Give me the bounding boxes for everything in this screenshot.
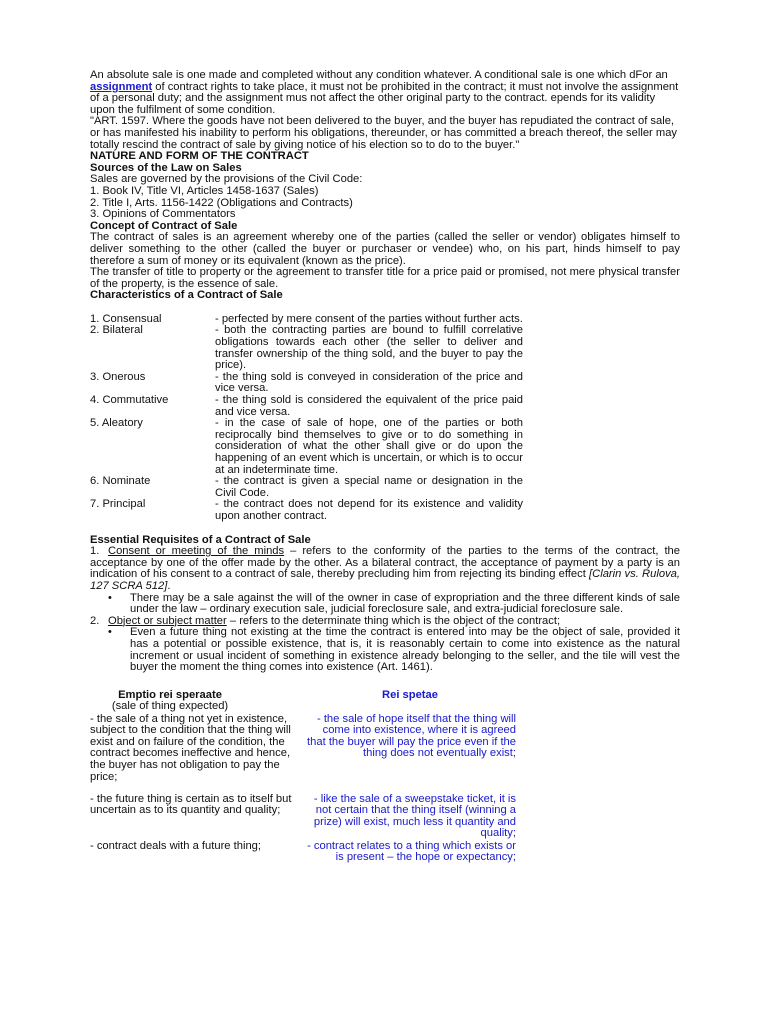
table-row (90, 325, 523, 371)
characteristics-heading: Characteristics of a Contract of Sale (90, 289, 283, 302)
characteristic-term: 6. Nominate (90, 475, 151, 488)
table-row (90, 476, 523, 499)
rei-spetae-heading: Rei spetae (382, 688, 438, 701)
nature-heading: NATURE AND FORM OF THE CONTRACT (90, 150, 309, 163)
concept-paragraph-2: The transfer of title to property or the agreement to transfer title for a price paid or promised, not mere physical transfer of the property, is the essence of sale. (90, 266, 680, 290)
rei-spetae-row: - contract relates to a thing which exists or is present – the hope or expectancy; (307, 839, 516, 864)
comparison-section (90, 690, 680, 890)
rei-spetae-column (304, 688, 516, 864)
characteristic-desc: - the contract does not depend for its existence and validity upon another contract. (215, 498, 523, 522)
intro-text-continued: of contract rights to take place, it must not be prohibited in the contract; it must not involve the assignment of a personal duty; and the assignment mus not affect the other original party to the contract. epends for its validity upon the fulfilment of some condition. (90, 80, 679, 116)
emptio-column (90, 688, 300, 852)
table-row (90, 395, 523, 418)
source-item: 3. Opinions of Commentators (90, 208, 236, 221)
sources-heading: Sources of the Law on Sales (90, 161, 242, 174)
concept-paragraph: The contract of sales is an agreement whereby one of the parties (called the seller or vendor) obligates himself to deliver something to the other (called the buyer or purchaser or vendee) who, on his part, hinds himself to pay therefore a sum of money or its equivalent (known as the price). (90, 231, 680, 267)
article-quote: "ART. 1597. Where the goods have not been delivered to the buyer, and the buyer has repudiated the contract of sale, or has manifested his inability to perform his obligations, thereunder, or has committed a breach thereof, the seller may totally rescind the contract of sale by giving notice of his election so to do to the buyer." (90, 115, 678, 151)
requisite-text: – refers to the conformity of the parties to the terms of the contract, the acceptance by one of the offer made by the other. As a bilateral contract, the acceptance of payment by a party is an indication of his consent to a contract of sale, thereby precluding him from rejecting its binding effect (90, 545, 681, 581)
emptio-subheading: (sale of thing expected) (111, 700, 229, 713)
requisite-text: – refers to the determinate thing which is the object of the contract; (226, 614, 561, 627)
sources-intro: Sales are governed by the provisions of the Civil Code: (90, 173, 363, 186)
list-item: • There may be a sale against the will of the owner in case of expropriation and the three different kinds of sale under the law – ordinary execution sale, judicial foreclosure sale, and extra-judicial foreclosure sale. (130, 593, 680, 616)
assignment-link[interactable]: assignment (90, 80, 153, 93)
rei-spetae-row: - like the sale of a sweepstake ticket, it is not certain that the thing itself (winning a prize) will exist, much less it quantity and quality; (313, 792, 516, 840)
requisite-term: Consent or meeting of the minds (108, 545, 285, 558)
source-item: 1. Book IV, Title VI, Articles 1458-1637 (Sales) (90, 184, 319, 197)
emptio-row: - the sale of a thing not yet in existence, subject to the condition that the thing will exist and on failure of the condition, the contract becomes ineffective and hence, the buyer has not obligation to pay the price; (90, 712, 291, 783)
table-row (90, 418, 523, 476)
table-row (90, 499, 523, 522)
requisites-heading: Essential Requisites of a Contract of Sale (90, 533, 311, 546)
characteristic-term: 7. Principal (90, 498, 146, 511)
characteristics-table (90, 314, 523, 523)
case-citation: [Clarin vs. Rulova, 127 SCRA 512] (90, 568, 680, 592)
intro-paragraph (90, 70, 680, 116)
characteristic-desc: - the contract is given a special name or designation in the Civil Code. (215, 475, 523, 499)
characteristic-desc: - the thing sold is considered the equivalent of the price paid and vice versa. (215, 394, 523, 418)
requisite-number: 2. (90, 614, 100, 627)
concept-heading: Concept of Contract of Sale (90, 219, 238, 232)
document-page (90, 70, 680, 890)
characteristic-term: 5. Aleatory (90, 417, 143, 430)
rei-spetae-row: - the sale of hope itself that the thing will come into existence, where it is agreed that the buyer will pay the price even if the thing does not eventually exist; (307, 712, 516, 760)
characteristic-term: 2. Bilateral (90, 324, 143, 337)
requisite-number: 1. (90, 545, 100, 558)
characteristic-desc: - in the case of sale of hope, one of the parties or both reciprocally bind themselves to give or to do something in consideration of what the other shall give or do upon the happening of an event which is uncertain, or which is to occur at an indeterminate time. (215, 417, 523, 476)
requisites-section (90, 535, 680, 674)
citation-end: . (167, 579, 171, 592)
source-item: 2. Title I, Arts. 1156-1422 (Obligations and Contracts) (90, 196, 353, 209)
requisite-term: Object or subject matter (108, 614, 227, 627)
table-row (90, 372, 523, 395)
emptio-heading: Emptio rei speraate (118, 688, 222, 701)
intro-text: An absolute sale is one made and completed without any condition whatever. A conditional sale is one which dFor an (90, 69, 668, 81)
characteristic-desc: - the thing sold is conveyed in consideration of the price and vice versa. (215, 370, 523, 395)
characteristic-desc: - both the contracting parties are bound to fulfill correlative obligations towards each other (the seller to deliver and transfer ownership of the thing sold, and the buyer to pay the price). (215, 324, 523, 372)
characteristic-term: 1. Consensual (90, 312, 162, 325)
requisite-consent (90, 546, 680, 592)
emptio-row: - the future thing is certain as to itself but uncertain as to its quantity and quality; (90, 792, 292, 817)
characteristic-term: 4. Commutative (90, 394, 169, 407)
consent-bullets (90, 593, 680, 616)
characteristic-desc: - perfected by mere consent of the parties without further acts. (215, 312, 523, 325)
object-bullets (90, 627, 680, 673)
characteristic-term: 3. Onerous (90, 370, 146, 383)
list-item: • Even a future thing not existing at the time the contract is entered into may be the object of sale, provided it has a potential or possible existence, that is, it is reasonably certain to come into existence as the natural increment or usual incident of something in existence already belonging to the seller, and the tile will vest the buyer the moment the thing comes into existence (Art. 1461). (130, 627, 680, 673)
emptio-row: - contract deals with a future thing; (90, 839, 262, 852)
